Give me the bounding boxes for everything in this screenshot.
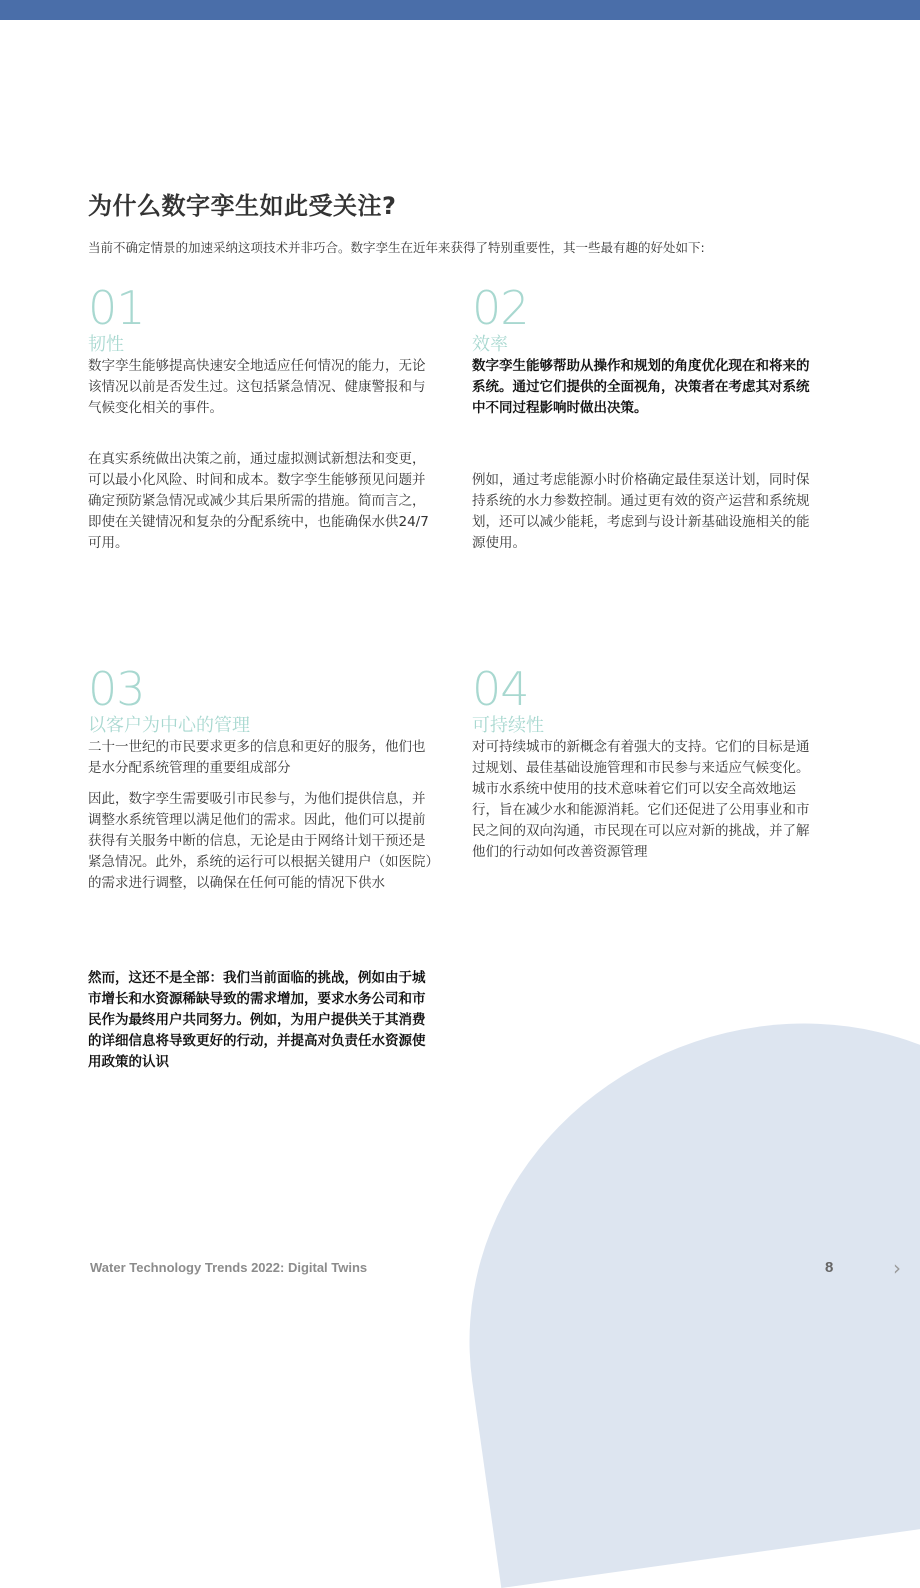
section-paragraph-bold: 然而，这还不是全部：我们当前面临的挑战，例如由于城市增长和水资源稀缺导致的需求增加，要求水务公司和市民作为最终用户共同努力。例如，为用户提供关于其消费的详细信息将导致更好的行动，并提高对负责任水资源使用政策的认识 <box>88 970 426 1070</box>
section-paragraph: 数字孪生能够提高快速安全地适应任何情况的能力，无论该情况以前是否发生过。这包括紧急情况、健康警报和与气候变化相关的事件。 <box>88 358 426 416</box>
top-accent-bar <box>0 0 920 20</box>
section-paragraph-bold: 数字孪生能够帮助从操作和规划的角度优化现在和将来的系统。通过它们提供的全面视角，决策者在考虑其对系统中不同过程影响时做出决策。 <box>472 358 810 416</box>
chevron-right-icon[interactable]: › <box>893 1256 901 1280</box>
section-paragraph: 对可持续城市的新概念有着强大的支持。它们的目标是通过规划、最佳基础设施管理和市民参与来适应气候变化。城市水系统中使用的技术意味着它们可以安全高效地运行，旨在减少水和能源消耗。它们还促进了公用事业和市民之间的双向沟通，市民现在可以应对新的挑战，并了解他们的行动如何改善资源管理 <box>472 739 810 860</box>
section-customer-centric <box>88 662 438 1073</box>
section-heading: 韧性 <box>88 334 124 355</box>
section-number: 02 <box>472 281 529 335</box>
page-title: 为什么数字孪生如此受关注? <box>88 192 397 220</box>
section-paragraph: 例如，通过考虑能源小时价格确定最佳泵送计划，同时保持系统的水力参数控制。通过更有效的资产运营和系统规划，还可以减少能耗，考虑到与设计新基础设施相关的能源使用。 <box>472 472 810 551</box>
intro-text: 当前不确定情景的加速采纳这项技术并非巧合。数字孪生在近年来获得了特别重要性，其一些最有趣的好处如下: <box>88 240 705 255</box>
footer-title: Water Technology Trends 2022: Digital Twins <box>90 1260 368 1275</box>
section-heading: 可持续性 <box>472 715 544 736</box>
section-sustainability <box>472 662 822 863</box>
section-efficiency <box>472 281 822 554</box>
decorative-blob <box>429 984 920 1588</box>
section-number: 04 <box>472 662 529 716</box>
section-number: 03 <box>88 662 145 716</box>
section-heading: 效率 <box>472 334 508 355</box>
section-resilience <box>88 281 438 554</box>
section-paragraph: 二十一世纪的市民要求更多的信息和更好的服务，他们也是水分配系统管理的重要组成部分 <box>88 739 426 776</box>
page-number: 8 <box>825 1259 834 1276</box>
section-paragraph: 在真实系统做出决策之前，通过虚拟测试新想法和变更，可以最小化风险、时间和成本。数字孪生能够预见问题并确定预防紧急情况或减少其后果所需的措施。简而言之，即使在关键情况和复杂的分配系统中，也能确保水供24/7可用。 <box>88 451 429 551</box>
section-paragraph: 因此，数字孪生需要吸引市民参与，为他们提供信息，并调整水系统管理以满足他们的需求。因此，他们可以提前获得有关服务中断的信息，无论是由于网络计划干预还是紧急情况。此外，系统的运行可以根据关键用户（如医院）的需求进行调整，以确保在任何可能的情况下供水 <box>88 791 433 891</box>
section-number: 01 <box>88 281 145 335</box>
section-heading: 以客户为中心的管理 <box>88 715 250 736</box>
